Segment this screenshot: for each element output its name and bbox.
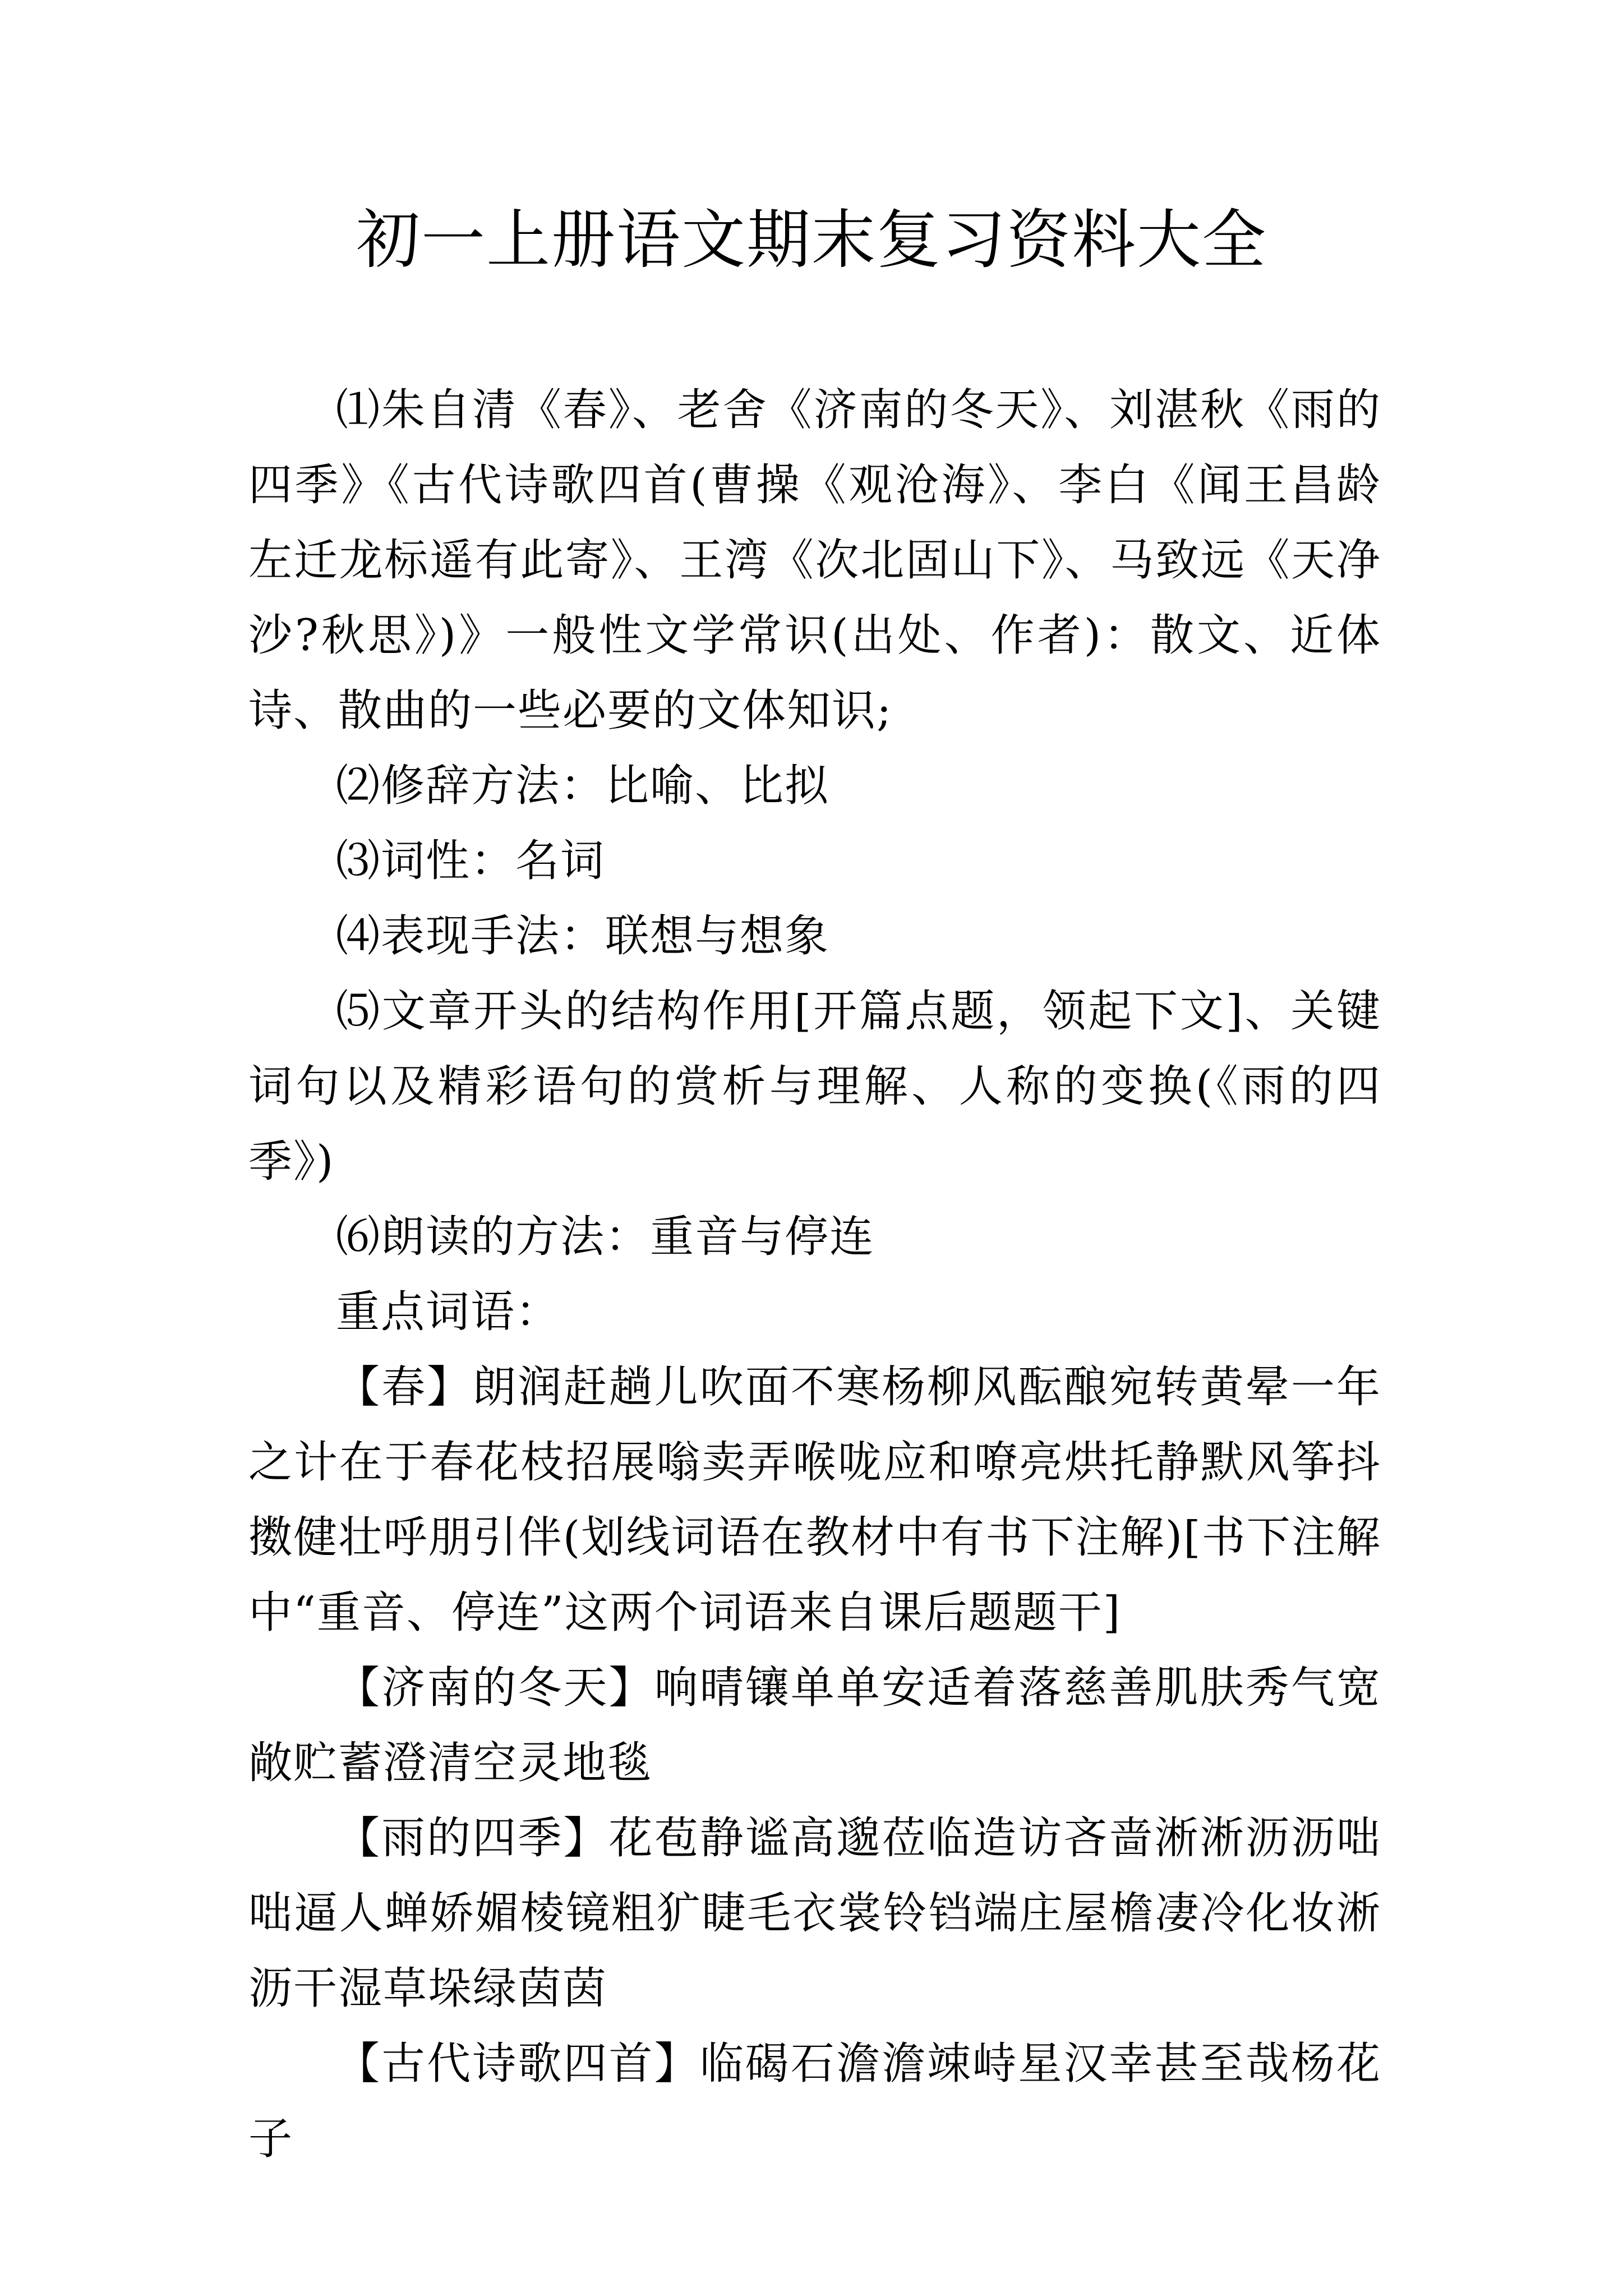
paragraph-expression-techniques: ⑷表现手法：联想与想象 [336, 911, 830, 961]
vocabulary-ancient-poems: 【古代诗歌四首】临碣石澹澹竦峙星汉幸甚至哉杨花子 [248, 2039, 1381, 2164]
key-vocabulary-heading: 重点词语： [336, 1287, 561, 1337]
paragraph-part-of-speech: ⑶词性：名词 [336, 836, 606, 886]
paragraph-rhetoric: ⑵修辞方法：比喻、比拟 [336, 761, 830, 811]
document-title: 初一上册语文期末复习资料大全 [356, 203, 1267, 277]
vocabulary-spring: 【春】朗润赶趟儿吹面不寒杨柳风酝酿宛转黄晕一年之计在于春花枝招展嗡卖弄喉咙应和嘹亮烘托静默风筝抖擞健壮呼朋引伴(划线词语在教材中有书下注解)[书下注解中“重音、停连”这两个词语来自课后题题干] [248, 1362, 1381, 1638]
paragraph-reading-method: ⑹朗读的方法：重音与停连 [336, 1212, 875, 1262]
vocabulary-four-seasons-of-rain: 【雨的四季】花苞静谧高邈莅临造访吝啬淅淅沥沥咄咄逼人蝉娇媚棱镜粗犷睫毛衣裳铃铛端庄屋檐凄冷化妆淅沥干湿草垛绿茵茵 [248, 1813, 1381, 2014]
vocabulary-jinan-winter: 【济南的冬天】响晴镶单单安适着落慈善肌肤秀气宽敞贮蓄澄清空灵地毯 [248, 1663, 1381, 1788]
paragraph-authors-and-works: ⑴朱自清《春》、老舍《济南的冬天》、刘湛秋《雨的四季》《古代诗歌四首(曹操《观沧海》、李白《闻王昌龄左迁龙标遥有此寄》、王湾《次北固山下》、马致远《天净沙?秋思》)》一般性文学常识(出处、作者)：散文、近体诗、散曲的一些必要的文体知识; [248, 385, 1381, 736]
paragraph-structure-analysis: ⑸文章开头的结构作用[开篇点题，领起下文]、关键词句以及精彩语句的赏析与理解、人称的变换(《雨的四季》) [248, 986, 1381, 1187]
document-body [248, 372, 1381, 2177]
